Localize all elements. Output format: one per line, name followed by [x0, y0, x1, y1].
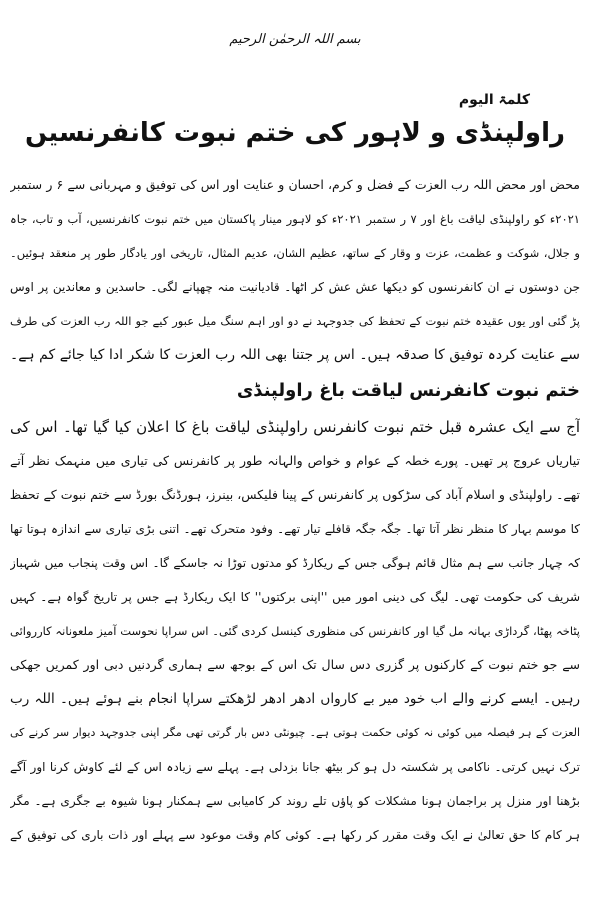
paragraph-line: ۲۰۲۱ء کو راولپنڈی لیاقت باغ اور ۷ ر ستمبر ۲۰۲۱ء کو لاہور مینار پاکستان میں ختم نبوت کانفرنسیں، آب و تاب، جاہ — [10, 212, 580, 226]
paragraph-line: محض اور محض اللہ رب العزت کے فضل و کرم، احسان و عنایت اور اس کی توفیق و مہربانی سے ۶ ر ستمبر — [10, 177, 580, 192]
paragraph-line: کا موسم بہار کا منظر نظر آتا تھا۔ جگہ جگہ قافلے تیار تھے۔ وفود متحرک تھے۔ اتنی بڑی تیاری سے اندازہ ہوتا تھا — [10, 522, 580, 536]
section-heading: ختم نبوت کانفرنس لیاقت باغ راولپنڈی — [236, 380, 580, 401]
column-label: کلمۃ الیوم — [458, 92, 530, 108]
paragraph-line: العزت کے ہر فیصلہ میں کوئی نہ کوئی حکمت ہوتی ہے۔ چیونٹی دس بار گرتی تھی مگر اپنی جدوجہد دیوار سر کرنے کی — [10, 726, 580, 739]
paragraph-line: پٹاخہ پھٹا، گرداڑی بہانہ مل گیا اور کانفرنس کی منظوری کینسل کردی گئی۔ اس سراپا نحوست آمیز ملعونانہ کارروائی — [10, 624, 580, 638]
bismillah-heading: بسم اللہ الرحمٰن الرحیم — [229, 32, 361, 47]
paragraph-line: رہیں۔ ایسے کرنے والے اب خود میر بے کارواں ادھر ادھر لڑھکتے سراپا انجام بنے ہوئے ہیں۔ اللہ رب — [10, 691, 580, 707]
paragraph-line: تیاریاں عروج پر تھیں۔ پورے خطہ کے عوام و خواص والہانہ طور پر کانفرنس کی تیاری میں منہمک نظر آتے — [10, 453, 580, 468]
paragraph-line: تھے۔ راولپنڈی و اسلام آباد کی سڑکوں پر کانفرنس کے پینا فلیکس، بینرز، ہورڈنگ بورڈ سے ختم نبوت کے تحفظ — [10, 487, 580, 502]
paragraph-line: ترک نہیں کرتی۔ ناکامی پر شکستہ دل ہو کر بیٹھ جانا بزدلی ہے۔ پہلے سے زیادہ اس کے لئے کاوش کرنا اور آگے — [10, 760, 580, 774]
paragraph-line: ہر کام کا حق تعالیٰ نے ایک وقت مقرر کر رکھا ہے۔ کوئی کام وقت موعود سے پہلے اور ذات باری کی توفیق کے — [10, 828, 580, 842]
paragraph-line: پڑ گئی اور یوں عقیدہ ختم نبوت کے تحفظ کی جدوجہد نے دو اور اہم سنگ میل عبور کیے جو اللہ رب العزت کی طرف — [10, 314, 580, 328]
paragraph-line: سے جو ختم نبوت کے کارکنوں پر گزری دس سال تک اس کے بوجھ سے ہماری گردنیں دبی اور کمریں جھکی — [10, 657, 580, 672]
paragraph-line: آج سے ایک عشرہ قبل ختم نبوت کانفرنس راولپنڈی لیاقت باغ کا اعلان کیا گیا تھا۔ اس کی — [10, 418, 580, 436]
paragraph-line: و جلال، شوکت و عظمت، عزت و وقار کے ساتھ، عظیم الشان، عدیم المثال، تاریخی اور یادگار طور پر منعقد ہوئیں۔ — [10, 246, 580, 260]
paragraph-line: کہ چہار جانب سے ہم مثال قائم ہوگی جس کے ریکارڈ کو مدتوں توڑا نہ جاسکے گا۔ اس وقت پنجاب میں شہباز — [10, 556, 580, 570]
paragraph-line: شریف کی حکومت تھی۔ لیگ کی دینی امور میں ''اپنی برکتوں'' کا ایک ریکارڈ ہے جس پر تاریخ گواہ ہے۔ کہیں — [10, 590, 580, 604]
paragraph-line: جن دوستوں نے ان کانفرنسوں کو دیکھا عش عش کر اٹھا۔ قادیانیت منہ چھپانے لگی۔ حاسدین و معاندین پر اوس — [10, 280, 580, 294]
page-title: راولپنڈی و لاہور کی ختم نبوت کانفرنسیں — [25, 118, 565, 148]
paragraph-line: بڑھنا اور منزل پر براجمان ہونا مشکلات کو پاؤں تلے روند کر کامیابی سے ہمکنار ہونا شیوہ بے جگری ہے۔ مگر — [10, 794, 580, 808]
paragraph-line: سے عنایت کردہ توفیق کا صدقہ ہیں۔ اس پر جتنا بھی اللہ رب العزت کا شکر ادا کیا جائے کم ہے۔ — [10, 347, 580, 363]
